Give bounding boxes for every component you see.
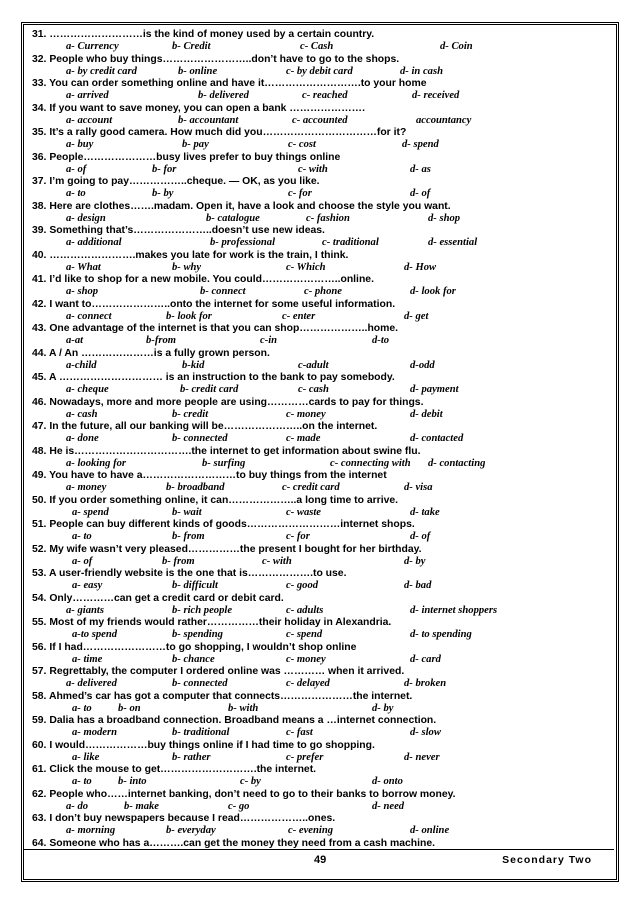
answer-option: b- accountant: [178, 114, 239, 126]
answer-options: [32, 90, 602, 102]
answer-option: b- credit card: [180, 384, 239, 395]
answer-option: d- never: [404, 751, 440, 763]
question-text: 31. ………………………is the kind of money used by a certain country.: [32, 29, 375, 40]
answer-option: a- shop: [66, 286, 99, 297]
question-text: 39. Something that’s…………………..doesn’t use new ideas.: [32, 225, 325, 236]
question-text: 36. People…………………busy lives prefer to buy things online: [32, 151, 341, 163]
answer-option: c- traditional: [322, 237, 379, 248]
answer-option: a- looking for: [66, 457, 127, 469]
answer-options: [32, 311, 602, 323]
answer-options: [32, 360, 602, 372]
answer-option: c- delayed: [286, 678, 330, 689]
answer-options: [32, 580, 602, 592]
answer-option: c- money: [286, 653, 326, 665]
answer-option: c- enter: [282, 310, 316, 322]
answer-options: [32, 801, 602, 813]
answer-option: d- onto: [372, 776, 403, 787]
answer-option: b- everyday: [166, 825, 216, 836]
answer-option: d- visa: [404, 482, 433, 493]
answer-option: c- made: [286, 433, 321, 444]
answer-option: b- surfing: [202, 457, 246, 469]
question-text: 44. A / An …………………is a fully grown person.: [32, 347, 270, 359]
answer-option: d- look for: [410, 286, 456, 297]
answer-options: [32, 825, 602, 837]
answer-option: b- look for: [166, 310, 212, 322]
answer-option: c- for: [288, 188, 312, 199]
answer-option: a-at: [66, 335, 84, 346]
answer-option: c- prefer: [286, 751, 324, 763]
answer-option: d- to spending: [410, 629, 472, 640]
answer-option: a- additional: [66, 237, 122, 248]
answer-option: d- internet shoppers: [410, 604, 498, 616]
answer-option: b- spending: [172, 629, 223, 640]
answer-options: [32, 41, 602, 53]
answer-option: a- giants: [66, 604, 104, 616]
answer-options: [32, 654, 602, 666]
answer-option: c- spend: [286, 629, 323, 640]
answer-option: b- connect: [200, 286, 246, 297]
answer-option: b- broadband: [166, 482, 225, 493]
grade-level: Secondary Two: [502, 854, 592, 866]
answer-options: [32, 703, 602, 715]
answer-option: c-in: [260, 335, 278, 346]
answer-option: d- payment: [410, 384, 459, 395]
answer-option: b- with: [228, 702, 259, 714]
answer-option: c- good: [286, 580, 319, 591]
answer-option: b-kid: [182, 359, 205, 371]
answer-options: [32, 66, 602, 78]
answer-option: c- Cash: [300, 41, 334, 52]
question-text: 54. Only…………can get a credit card or debit card.: [32, 592, 284, 604]
answer-option: b-from: [146, 335, 177, 346]
answer-options: [32, 605, 602, 617]
answer-option: d- How: [404, 261, 437, 273]
answer-option: d- shop: [428, 212, 461, 224]
answer-option: b- chance: [172, 653, 215, 665]
answer-option: b- by: [152, 188, 174, 199]
question-text: 57. Regrettably, the computer I ordered online was ………… when it arrived.: [32, 666, 405, 677]
answer-option: c- connecting with: [330, 457, 411, 469]
question-text: 42. I want to…………………..onto the internet for some useful information.: [32, 298, 396, 310]
answer-option: c- with: [262, 555, 292, 567]
answer-option: c- adults: [286, 604, 324, 616]
answer-option: b- difficult: [172, 580, 219, 591]
answer-option: b- connected: [172, 433, 228, 444]
question-text: 45. A ………………………… is an instruction to the bank to pay somebody.: [32, 372, 395, 383]
answer-option: b- traditional: [172, 727, 230, 738]
answer-options: [32, 213, 602, 225]
answer-option: a- easy: [72, 580, 103, 591]
answer-option: d- card: [410, 653, 441, 665]
question-text: 55. Most of my friends would rather……………their holiday in Alexandria.: [32, 617, 392, 628]
answer-option: c- Which: [286, 261, 326, 273]
answer-option: a- cheque: [66, 384, 109, 395]
answer-options: [32, 286, 602, 298]
answer-option: c- by debit card: [286, 65, 353, 77]
answer-option: c- evening: [288, 825, 334, 836]
question-text: 33. You can order something online and have it……………………….to your home: [32, 78, 427, 89]
question-text: 40. …………………….makes you late for work is the train, I think.: [32, 249, 349, 261]
answer-option: a- design: [66, 212, 106, 224]
page-footer: [24, 849, 614, 872]
answer-option: a- buy: [66, 139, 94, 150]
answer-option: a- done: [66, 433, 99, 444]
answer-options: [32, 433, 602, 445]
answer-option: c- with: [298, 163, 328, 175]
question-text: 48. He is…………………………….the internet to get information about swine flu.: [32, 445, 421, 457]
answer-option: d- of: [410, 188, 431, 199]
answer-options: [32, 776, 602, 788]
question-text: 52. My wife wasn’t very pleased……………the present I bought for her birthday.: [32, 543, 422, 555]
question-text: 41. I’d like to shop for a new mobile. You could…………………..online.: [32, 274, 374, 285]
answer-option: d- as: [410, 163, 431, 175]
answer-option: d- essential: [428, 237, 478, 248]
answer-option: c- money: [286, 408, 326, 420]
answer-option: b- professional: [210, 237, 276, 248]
answer-option: c- credit card: [282, 482, 340, 493]
answer-option: a- do: [66, 800, 89, 812]
answer-option: b- make: [124, 800, 160, 812]
answer-option: d- received: [412, 90, 460, 101]
answer-option: d- in cash: [400, 65, 443, 77]
answer-option: b- rather: [172, 751, 211, 763]
question-text: 64. Someone who has a……….can get the money they need from a cash machine.: [32, 837, 436, 849]
answer-options: [32, 727, 602, 739]
answer-option: c- go: [228, 800, 250, 812]
answer-option: a- money: [66, 482, 107, 493]
answer-option: c- by: [240, 776, 261, 787]
answer-option: a-to spend: [72, 629, 118, 640]
question-text: 50. If you order something online, it can………………..a long time to arrive.: [32, 494, 399, 506]
answer-options: [32, 752, 602, 764]
answer-option: b- connected: [172, 678, 228, 689]
question-text: 53. A user-friendly website is the one that is……………….to use.: [32, 568, 347, 579]
answer-option: c- fashion: [306, 212, 350, 224]
answer-options: [32, 531, 602, 543]
question-text: 63. I don’t buy newspapers because I read………………..ones.: [32, 813, 336, 824]
question-text: 34. If you want to save money, you can open a bank ………………….: [32, 102, 365, 114]
answer-option: a- modern: [72, 727, 118, 738]
answer-options: [32, 629, 602, 641]
answer-options: [32, 482, 602, 494]
answer-option: a- arrived: [66, 90, 109, 101]
answer-option: a- of: [66, 163, 87, 175]
answer-option: a- connect: [66, 310, 112, 322]
answer-option: b- into: [118, 776, 147, 787]
answer-option: a-child: [66, 359, 97, 371]
answer-option: d- bad: [404, 580, 432, 591]
answer-option: b- from: [172, 531, 205, 542]
answer-option: c- waste: [286, 506, 322, 518]
question-text: 32. People who buy things……………………..don’t have to go to the shops.: [32, 53, 400, 65]
answer-option: a- time: [72, 653, 103, 665]
answer-option: a- morning: [66, 825, 116, 836]
question-text: 46. Nowadays, more and more people are using…………cards to pay for things.: [32, 396, 424, 408]
answer-option: b- pay: [182, 139, 209, 150]
answer-options: [32, 678, 602, 690]
question-text: 35. It’s a rally good camera. How much did you……………………………for it?: [32, 127, 407, 138]
question-text: 51. People can buy different kinds of goods………………………internet shops.: [32, 519, 415, 530]
answer-option: b- Credit: [172, 41, 211, 52]
answer-option: a- to: [72, 531, 92, 542]
page-number: 49: [314, 854, 327, 866]
question-text: 58. Ahmed’s car has got a computer that connects…………………the internet.: [32, 690, 413, 702]
answer-options: [32, 556, 602, 568]
answer-option: c- for: [286, 531, 310, 542]
answer-options: [32, 139, 602, 151]
answer-option: a- to: [72, 776, 92, 787]
answer-options: [32, 262, 602, 274]
answer-option: d-odd: [410, 359, 435, 371]
answer-option: b- catalogue: [206, 212, 260, 224]
answer-option: a- cash: [66, 408, 98, 420]
answer-options: [32, 384, 602, 396]
answer-option: d- online: [410, 825, 450, 836]
question-text: 61. Click the mouse to get……………………….the internet.: [32, 764, 317, 775]
answer-options: [32, 188, 602, 200]
answer-option: b- for: [152, 163, 177, 175]
answer-option: c- fast: [286, 727, 313, 738]
answer-option: d- spend: [402, 139, 439, 150]
answer-options: [32, 237, 602, 249]
question-text: 56. If I had……………………to go shopping, I wouldn’t shop online: [32, 641, 357, 653]
question-text: 60. I would………………buy things online if I had time to go shopping.: [32, 739, 375, 751]
answer-option: c-adult: [298, 359, 329, 371]
answer-option: d- need: [372, 800, 405, 812]
answer-option: a- What: [66, 261, 101, 273]
answer-option: c- accounted: [292, 114, 348, 126]
answer-option: a- Currency: [66, 41, 119, 52]
answer-option: b- wait: [172, 506, 202, 518]
answer-option: b- credit: [172, 408, 209, 420]
answer-options: [32, 458, 602, 470]
answer-option: a- of: [72, 555, 93, 567]
answer-option: d- debit: [410, 408, 443, 420]
answer-option: b- online: [178, 65, 218, 77]
answer-option: d- take: [410, 506, 440, 518]
answer-option: d- Coin: [440, 41, 473, 52]
question-text: 38. Here are clothes…….madam. Open it, have a look and choose the style you want.: [32, 200, 451, 212]
answer-option: c- phone: [304, 286, 342, 297]
answer-option: b- rich people: [172, 604, 233, 616]
answer-option: a- account: [66, 114, 113, 126]
answer-option: a- spend: [72, 506, 109, 518]
answer-option: d- contacting: [428, 457, 486, 469]
answer-option: a- like: [72, 751, 100, 763]
question-text: 43. One advantage of the internet is that you can shop………………..home.: [32, 323, 399, 334]
question-text: 49. You have to have a………………………to buy things from the internet: [32, 470, 387, 481]
answer-option: d- by: [372, 702, 394, 714]
question-list: [32, 29, 602, 850]
answer-option: d- by: [404, 555, 426, 567]
answer-option: b- on: [118, 702, 141, 714]
answer-options: [32, 409, 602, 421]
answer-option: d-to: [372, 335, 390, 346]
question-text: 47. In the future, all our banking will be…………………..on the internet.: [32, 421, 378, 432]
answer-option: a- to: [72, 702, 92, 714]
answer-option: a- delivered: [66, 678, 117, 689]
answer-option: b- why: [172, 261, 202, 273]
answer-option: d- of: [410, 531, 431, 542]
question-text: 59. Dalia has a broadband connection. Broadband means a …internet connection.: [32, 715, 437, 726]
answer-option: c- reached: [302, 90, 348, 101]
answer-option: a- to: [66, 188, 86, 199]
answer-options: [32, 335, 602, 347]
answer-option: b- from: [162, 555, 195, 567]
question-text: 62. People who……internet banking, don’t need to go to their banks to borrow money.: [32, 788, 456, 800]
question-text: 37. I’m going to pay……………..cheque. — OK, as you like.: [32, 176, 320, 187]
answer-options: [32, 115, 602, 127]
answer-option: d- get: [404, 310, 429, 322]
answer-option: b- delivered: [198, 90, 249, 101]
answer-option: d- broken: [404, 678, 447, 689]
answer-option: d- contacted: [410, 433, 464, 444]
answer-options: [32, 164, 602, 176]
answer-option: c- cost: [288, 139, 316, 150]
answer-options: [32, 507, 602, 519]
answer-option: d- slow: [410, 727, 441, 738]
answer-option: a- by credit card: [66, 65, 137, 77]
answer-option: c- cash: [298, 384, 329, 395]
answer-option: accountancy: [416, 114, 472, 126]
